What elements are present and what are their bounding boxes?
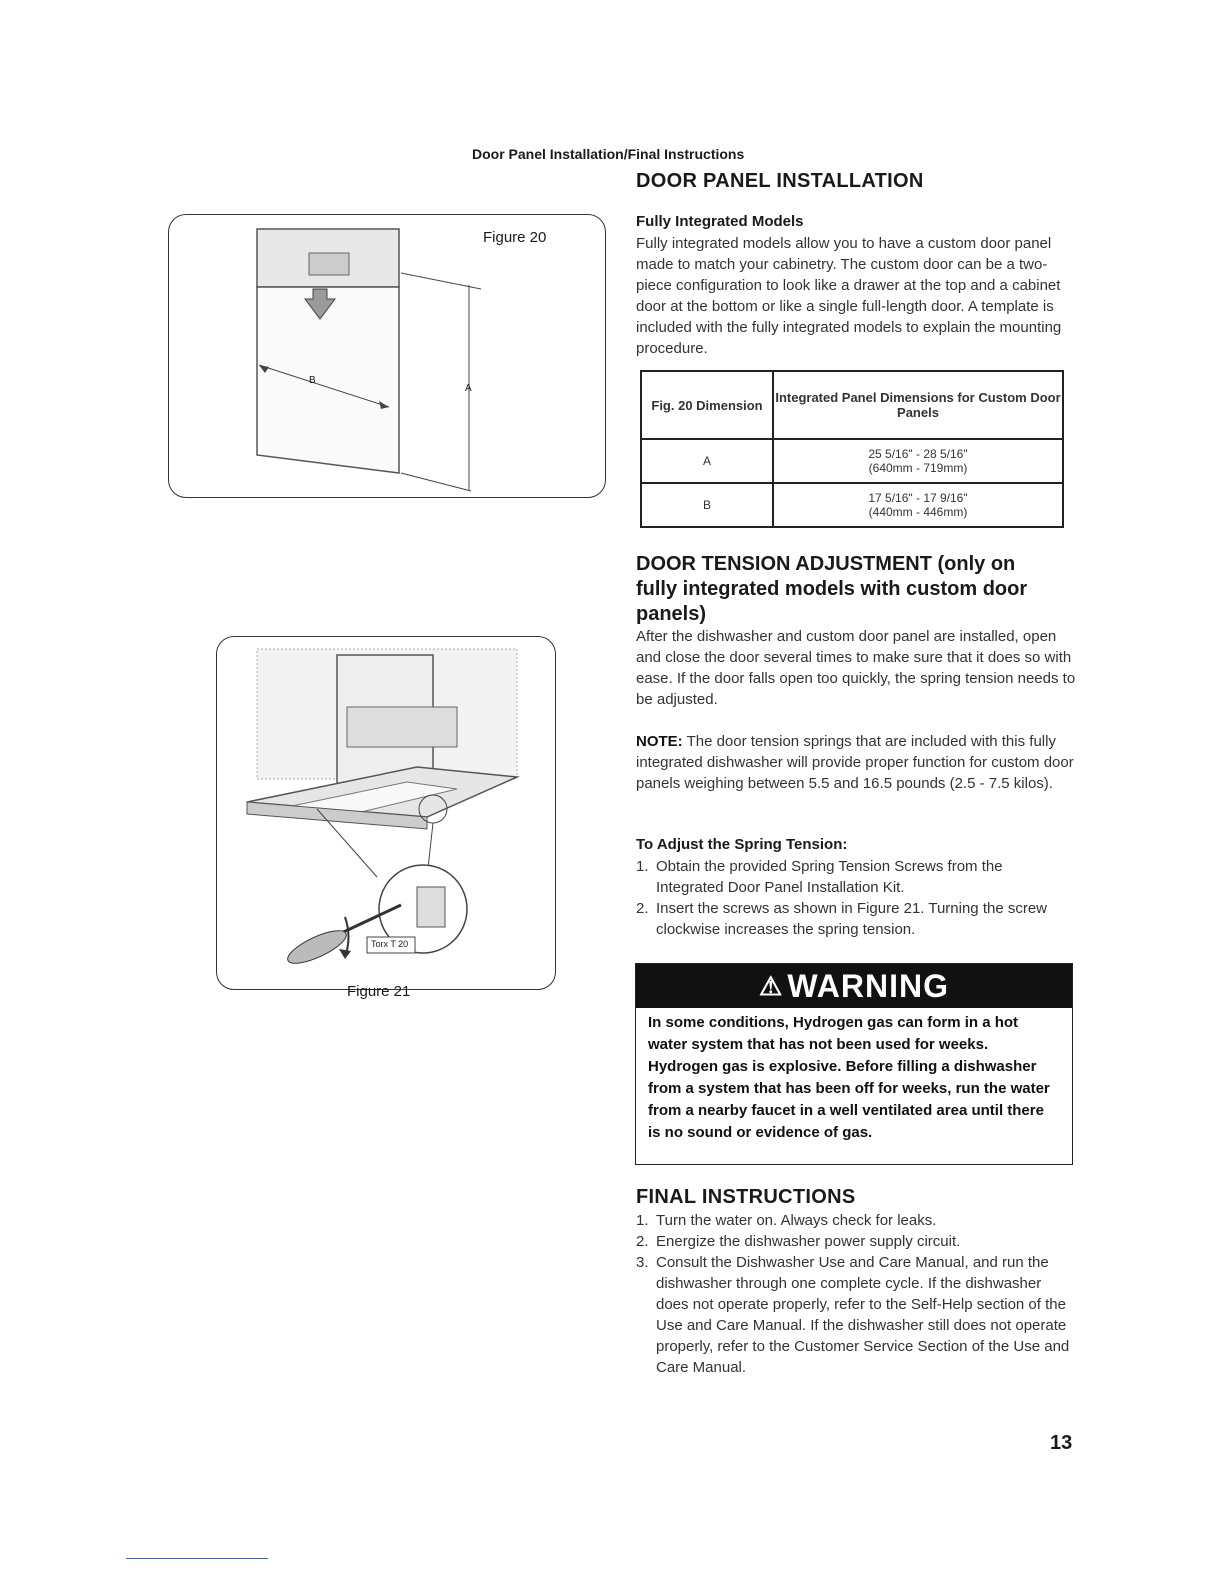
- note-label: NOTE:: [636, 733, 683, 750]
- warning-box: [635, 963, 1073, 1165]
- warning-title: WARNING: [787, 967, 949, 1004]
- step-text: Consult the Dishwasher Use and Care Manual, and run the dishwasher through one complete cycle. If the dishwasher does not operate properly, refer to the Self-Help section of the Use and Care Manual. If the dishwasher still does not operate properly, refer to the Customer Service Section of the Use and Care Manual.: [656, 1254, 1070, 1376]
- final-title: FINAL INSTRUCTIONS: [636, 1186, 856, 1208]
- tension-title: DOOR TENSION ADJUSTMENT (only on fully integrated models with custom door panels): [636, 553, 1028, 625]
- table-header-dimension: Fig. 20 Dimension: [641, 371, 773, 439]
- door-panel-title: DOOR PANEL INSTALLATION: [636, 170, 924, 192]
- section-header: Door Panel Installation/Final Instructions: [472, 146, 745, 162]
- figure-21-box: [216, 636, 556, 1000]
- figure-20-box: [168, 214, 606, 498]
- list-item: 3. Consult the Dishwasher Use and Care Manual, and run the dishwasher through one complete cycle. If the dishwasher does not operate properly, refer to the Self-Help section of the Use and Care Manual. If the dishwasher still does not operate properly, refer to the Customer Service Section of the Use and Care Manual.: [636, 1252, 1076, 1378]
- warning-banner: [636, 964, 1072, 1008]
- table-value-imperial: 25 5/16" - 28 5/16": [868, 447, 968, 461]
- figure-20-dim-a: A: [465, 383, 472, 394]
- table-header-panel: Integrated Panel Dimensions for Custom Door Panels: [773, 371, 1063, 439]
- figure-21-label: Figure 21: [347, 983, 411, 1000]
- step-text: Energize the dishwasher power supply circuit.: [656, 1233, 961, 1250]
- final-steps: [636, 1210, 1076, 1378]
- bottom-divider: [126, 1558, 268, 1559]
- torx-label: Torx T 20: [371, 939, 409, 949]
- warning-text: In some conditions, Hydrogen gas can form in a hot water system that has not been used for weeks. Hydrogen gas is explosive. Before filling a dishwasher from a system that has been off for weeks, run the water from a nearby faucet in a well ventilated area until there is no sound or evidence of gas.: [648, 1014, 1050, 1141]
- page-number: 13: [1050, 1432, 1073, 1454]
- table-value-metric: (440mm - 446mm): [868, 505, 968, 519]
- step-text: Turn the water on. Always check for leaks.: [656, 1212, 937, 1229]
- figure-20-dim-b: B: [309, 375, 316, 386]
- step-text: Obtain the provided Spring Tension Screws from the Integrated Door Panel Installation Kit.: [656, 858, 1003, 896]
- tension-note: [636, 731, 1076, 794]
- list-item: 1. Turn the water on. Always check for leaks.: [636, 1212, 937, 1229]
- table-cell-dim: A: [641, 439, 773, 483]
- step-text: Insert the screws as shown in Figure 21. Turning the screw clockwise increases the spring tension.: [656, 900, 1048, 938]
- list-item: 1. Obtain the provided Spring Tension Screws from the Integrated Door Panel Installation Kit.: [636, 856, 1056, 898]
- note-text: The door tension springs that are included with this fully integrated dishwasher will provide proper function for custom door panels weighing between 5.5 and 16.5 pounds (2.5 - 7.5 kilos).: [636, 733, 1074, 792]
- table-value-imperial: 17 5/16" - 17 9/16": [868, 491, 968, 505]
- tension-paragraph: After the dishwasher and custom door panel are installed, open and close the door several times to make sure that it does so with ease. If the door falls open too quickly, the spring tension needs to be adjusted.: [636, 628, 1076, 708]
- list-item: 2. Insert the screws as shown in Figure 21. Turning the screw clockwise increases the spring tension.: [636, 898, 1056, 940]
- tension-steps: [636, 856, 1056, 940]
- fully-integrated-paragraph: Fully integrated models allow you to have a custom door panel made to match your cabinetry. The custom door can be a two-piece configuration to look like a drawer at the top and a cabinet door at the bottom or like a single full-length door. A template is included with the fully integrated models to explain the mounting procedure.: [636, 235, 1062, 357]
- fully-integrated-subtitle: Fully Integrated Models: [636, 213, 804, 230]
- list-item: 2. Energize the dishwasher power supply circuit.: [636, 1233, 961, 1250]
- table-cell-dim: B: [641, 483, 773, 527]
- table-row: [641, 483, 1063, 527]
- figure-21-illustration: [217, 637, 555, 989]
- figure-20-label: Figure 20: [483, 229, 547, 246]
- table-cell-value: [773, 483, 1063, 527]
- warning-triangle-icon: ⚠: [759, 970, 784, 1001]
- table-cell-value: [773, 439, 1063, 483]
- figure-20-illustration: [169, 215, 605, 497]
- dimensions-table: [640, 370, 1064, 528]
- steps-title: To Adjust the Spring Tension:: [636, 836, 848, 853]
- table-row: [641, 439, 1063, 483]
- table-value-metric: (640mm - 719mm): [868, 461, 968, 475]
